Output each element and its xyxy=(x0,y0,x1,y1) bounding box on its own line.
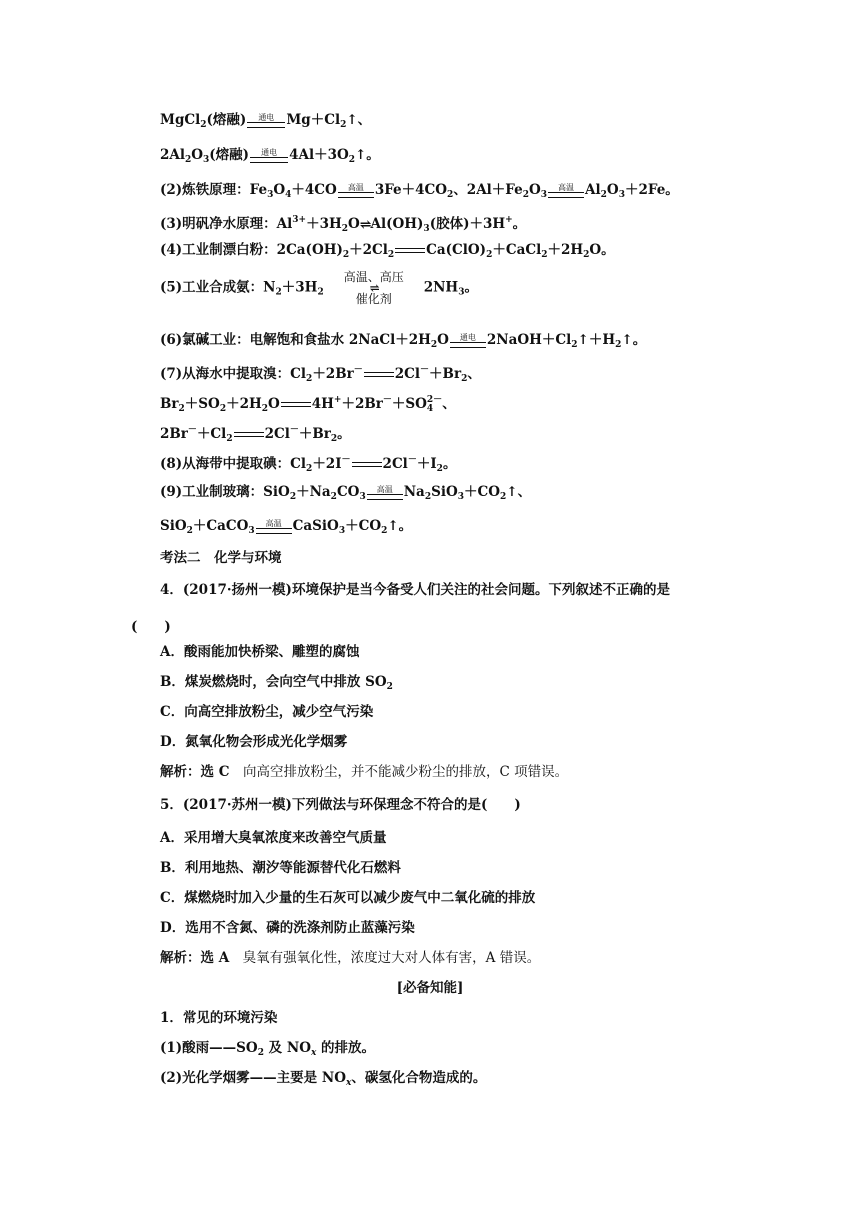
reversible-arrow-icon: ⇌ xyxy=(359,216,371,233)
option-d: D．氮氧化物会形成光化学烟雾 xyxy=(160,734,348,750)
knowledge-h1: 1．常见的环境污染 xyxy=(160,1010,278,1026)
section-title: 考法二 化学与环境 xyxy=(160,550,282,566)
item-bleaching-powder: (4)工业制漂白粉：$2Ca(OH)_2+2Cl_2$ $Ca(ClO)_2+CaCl_2+2H_2O$。 xyxy=(160,242,615,260)
item-iron-smelting: (2)炼铁原理：$Fe_3O_4+4CO$ 高温 $3Fe+4CO_2$、$2Al+Fe_2O_3$ 高温 $Al_2O_3+2Fe$。 xyxy=(160,182,679,200)
option-d: D．选用不含氮、磷的洗涤剂防止蓝藻污染 xyxy=(160,920,415,936)
item-bromine-extraction-3: $2Br^-+Cl_2$ $2Cl^-+Br_2$。 xyxy=(160,425,351,444)
knowledge-p2: (2)光化学烟雾——主要是 $NO_x$、碳氢化合物造成的。 xyxy=(160,1070,487,1088)
equals-sign xyxy=(364,372,394,377)
option-b: B．煤炭燃烧时，会向空气中排放 $SO_2$ xyxy=(160,674,393,692)
eq-mgcl2: MgCl$_2$(熔融) 通电 $Mg+Cl_2↑$、 xyxy=(160,112,372,130)
item-alum-purification: (3)明矾净水原理：$Al^{3+}+3H_2O\rightleftharpoons Al(OH)_3$(胶体)＋3H+。 xyxy=(160,215,527,234)
condition-arrow: 高温 xyxy=(256,520,292,534)
eq-al2o3: $2Al_2O_3$(熔融) 通电 $4Al+3O_2↑$。 xyxy=(160,147,380,165)
option-b: B．利用地热、潮汐等能源替代化石燃料 xyxy=(160,860,401,876)
condition-arrow: 通电 xyxy=(450,334,486,348)
condition-arrow: 通电 xyxy=(250,149,288,163)
item-chlor-alkali: (6)氯碱工业：电解饱和食盐水 $2NaCl+2H_2O$ 通电 $2NaOH+Cl_2↑+H_2↑$。 xyxy=(160,332,647,350)
analysis-q5: 解析：选 A 臭氧有强氧化性，浓度过大对人体有害，A 错误。 xyxy=(160,950,541,966)
knowledge-p1: (1)酸雨$——SO_2$ 及 $NO_x$ 的排放。 xyxy=(160,1040,376,1058)
item-iodine-extraction: (8)从海带中提取碘：$Cl_2+2I^-$ $2Cl^-+I_2$。 xyxy=(160,455,457,474)
reversible-condition-arrow: 高温、高压 ⇌ 催化剂 xyxy=(343,270,404,306)
condition-arrow: 通电 xyxy=(247,114,285,128)
item-glass-making: (9)工业制玻璃：$SiO_2+Na_2CO_3$ 高温 $Na_2SiO_3+CO_2↑$、 xyxy=(160,484,532,502)
question-4-stem: 4．(2017·扬州一模)环境保护是当今备受人们关注的社会问题。下列叙述不正确的是 xyxy=(160,582,670,598)
knowledge-heading: [必备知能] xyxy=(396,980,464,996)
analysis-q4: 解析：选 C 向高空排放粉尘，并不能减少粉尘的排放，C 项错误。 xyxy=(160,764,569,780)
option-c: C．向高空排放粉尘，减少空气污染 xyxy=(160,704,374,720)
item-bromine-extraction-2: $Br_2+SO_2+2H_2O$ 4H+＋2Br－＋SO 2－ 4 、 xyxy=(160,394,456,414)
condition-arrow: 高温 xyxy=(548,184,584,198)
item-bromine-extraction: (7)从海水中提取溴：$Cl_2+2Br^-$ $2Cl^-+Br_2$、 xyxy=(160,365,481,384)
option-c: C．煤燃烧时加入少量的生石灰可以减少废气中二氧化硫的排放 xyxy=(160,890,536,906)
option-a: A．采用增大臭氧浓度来改善空气质量 xyxy=(160,830,387,846)
equals-sign xyxy=(395,248,425,253)
equals-sign xyxy=(281,402,311,407)
option-a: A．酸雨能加快桥梁、雕塑的腐蚀 xyxy=(160,644,360,660)
answer-paren: ( ) xyxy=(131,619,171,635)
equals-sign xyxy=(234,432,264,437)
condition-arrow: 高温 xyxy=(367,486,403,500)
item-glass-making-2: SiO$_2$＋CaCO$_3$ 高温 $CaSiO_3+CO_2↑$。 xyxy=(160,518,413,536)
equals-sign xyxy=(352,462,382,467)
question-5-stem: 5．(2017·苏州一模)下列做法与环保理念不符合的是( ) xyxy=(160,797,521,813)
item-ammonia-synthesis: (5)工业合成氨：$N_2+3H_2$ 高温、高压 ⇌ 催化剂 $2NH_3$。 xyxy=(160,270,478,306)
condition-arrow: 高温 xyxy=(338,184,374,198)
